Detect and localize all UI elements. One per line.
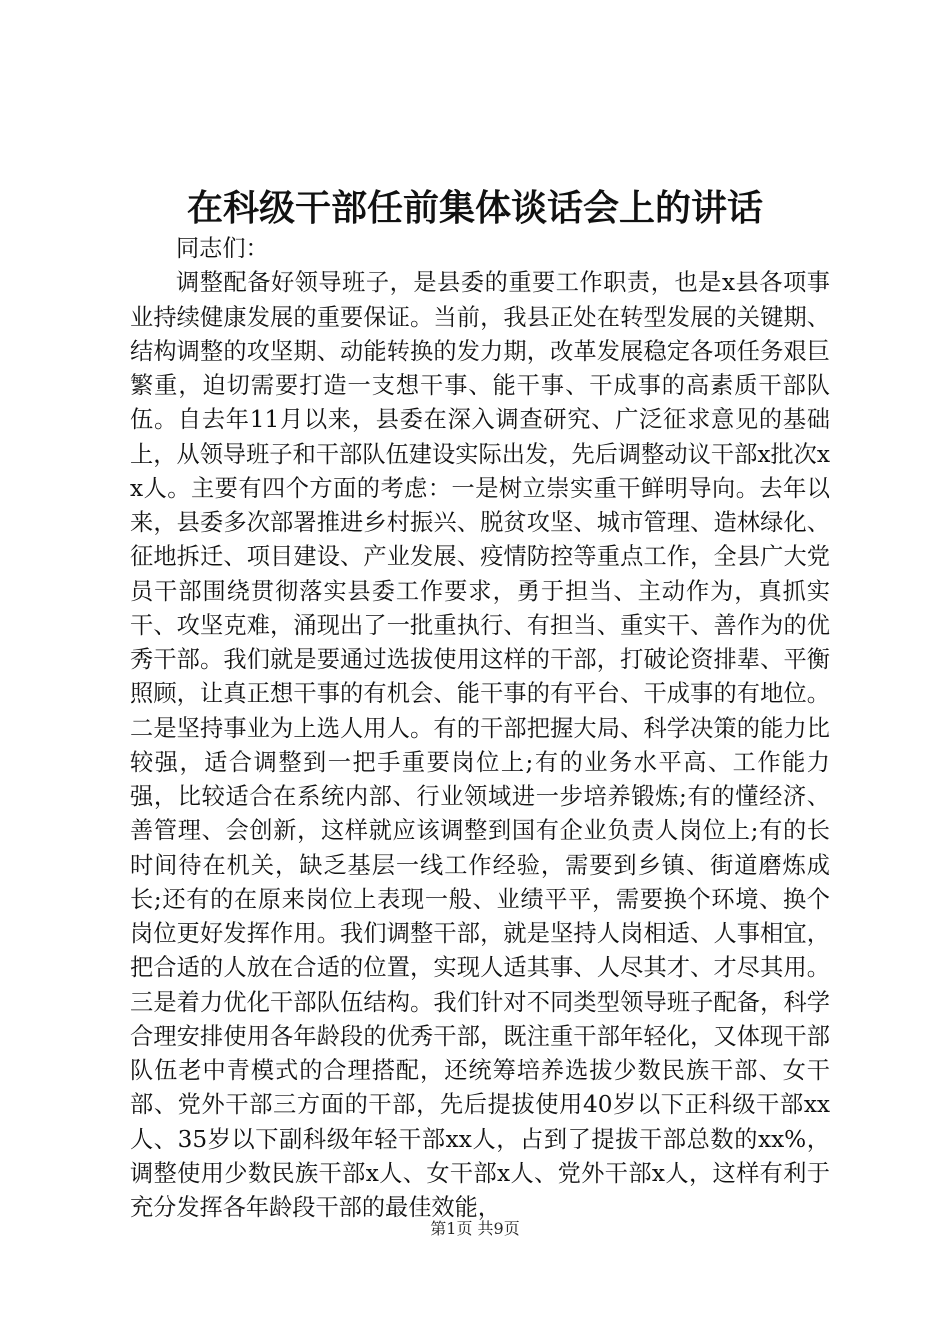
page-footer: 第1页 共9页 — [430, 1219, 520, 1238]
document-title: 在科级干部任前集体谈话会上的讲话 — [186, 187, 763, 229]
document-body — [130, 232, 830, 1225]
salutation: 同志们： — [176, 235, 269, 262]
body-paragraph: 调整配备好领导班子，是县委的重要工作职责，也是x县各项事业持续健康发展的重要保证。当前，我县正处在转型发展的关键期、结构调整的攻坚期、动能转换的发力期，改革发展稳定各项任务艰巨繁重，迫切需要打造一支想干事、能干事、干成事的高素质干部队伍。自去年11月以来，县委在深入调查研究、广泛征求意见的基础上，从领导班子和干部队伍建设实际出发，先后调整动议干部x批次xx人。主要有四个方面的考虑：一是树立崇实重干鲜明导向。去年以来，县委多次部署推进乡村振兴、脱贫攻坚、城市管理、造林绿化、征地拆迁、项目建设、产业发展、疫情防控等重点工作，全县广大党员干部围绕贯彻落实县委工作要求，勇于担当、主动作为，真抓实干、攻坚克难，涌现出了一批重执行、有担当、重实干、善作为的优秀干部。我们就是要通过选拔使用这样的干部，打破论资排辈、平衡照顾，让真正想干事的有机会、能干事的有平台、干成事的有地位。二是坚持事业为上选人用人。有的干部把握大局、科学决策的能力比较强，适合调整到一把手重要岗位上;有的业务水平高、工作能力强，比较适合在系统内部、行业领域进一步培养锻炼;有的懂经济、善管理、会创新，这样就应该调整到国有企业负责人岗位上;有的长时间待在机关，缺乏基层一线工作经验，需要到乡镇、街道磨炼成长;还有的在原来岗位上表现一般、业绩平平，需要换个环境、换个岗位更好发挥作用。我们调整干部，就是坚持人岗相适、人事相宜，把合适的人放在合适的位置，实现人适其事、人尽其才、才尽其用。三是着力优化干部队伍结构。我们针对不同类型领导班子配备，科学合理安排使用各年龄段的优秀干部，既注重干部年轻化，又体现干部队伍老中青模式的合理搭配，还统筹培养选拔少数民族干部、女干部、党外干部三方面的干部，先后提拔使用40岁以下正科级干部xx人、35岁以下副科级年轻干部xx人，占到了提拔干部总数的xx%，调整使用少数民族干部x人、女干部x人、党外干部x人，这样有利于充分发挥各年龄段干部的最佳效能， — [130, 269, 830, 1221]
